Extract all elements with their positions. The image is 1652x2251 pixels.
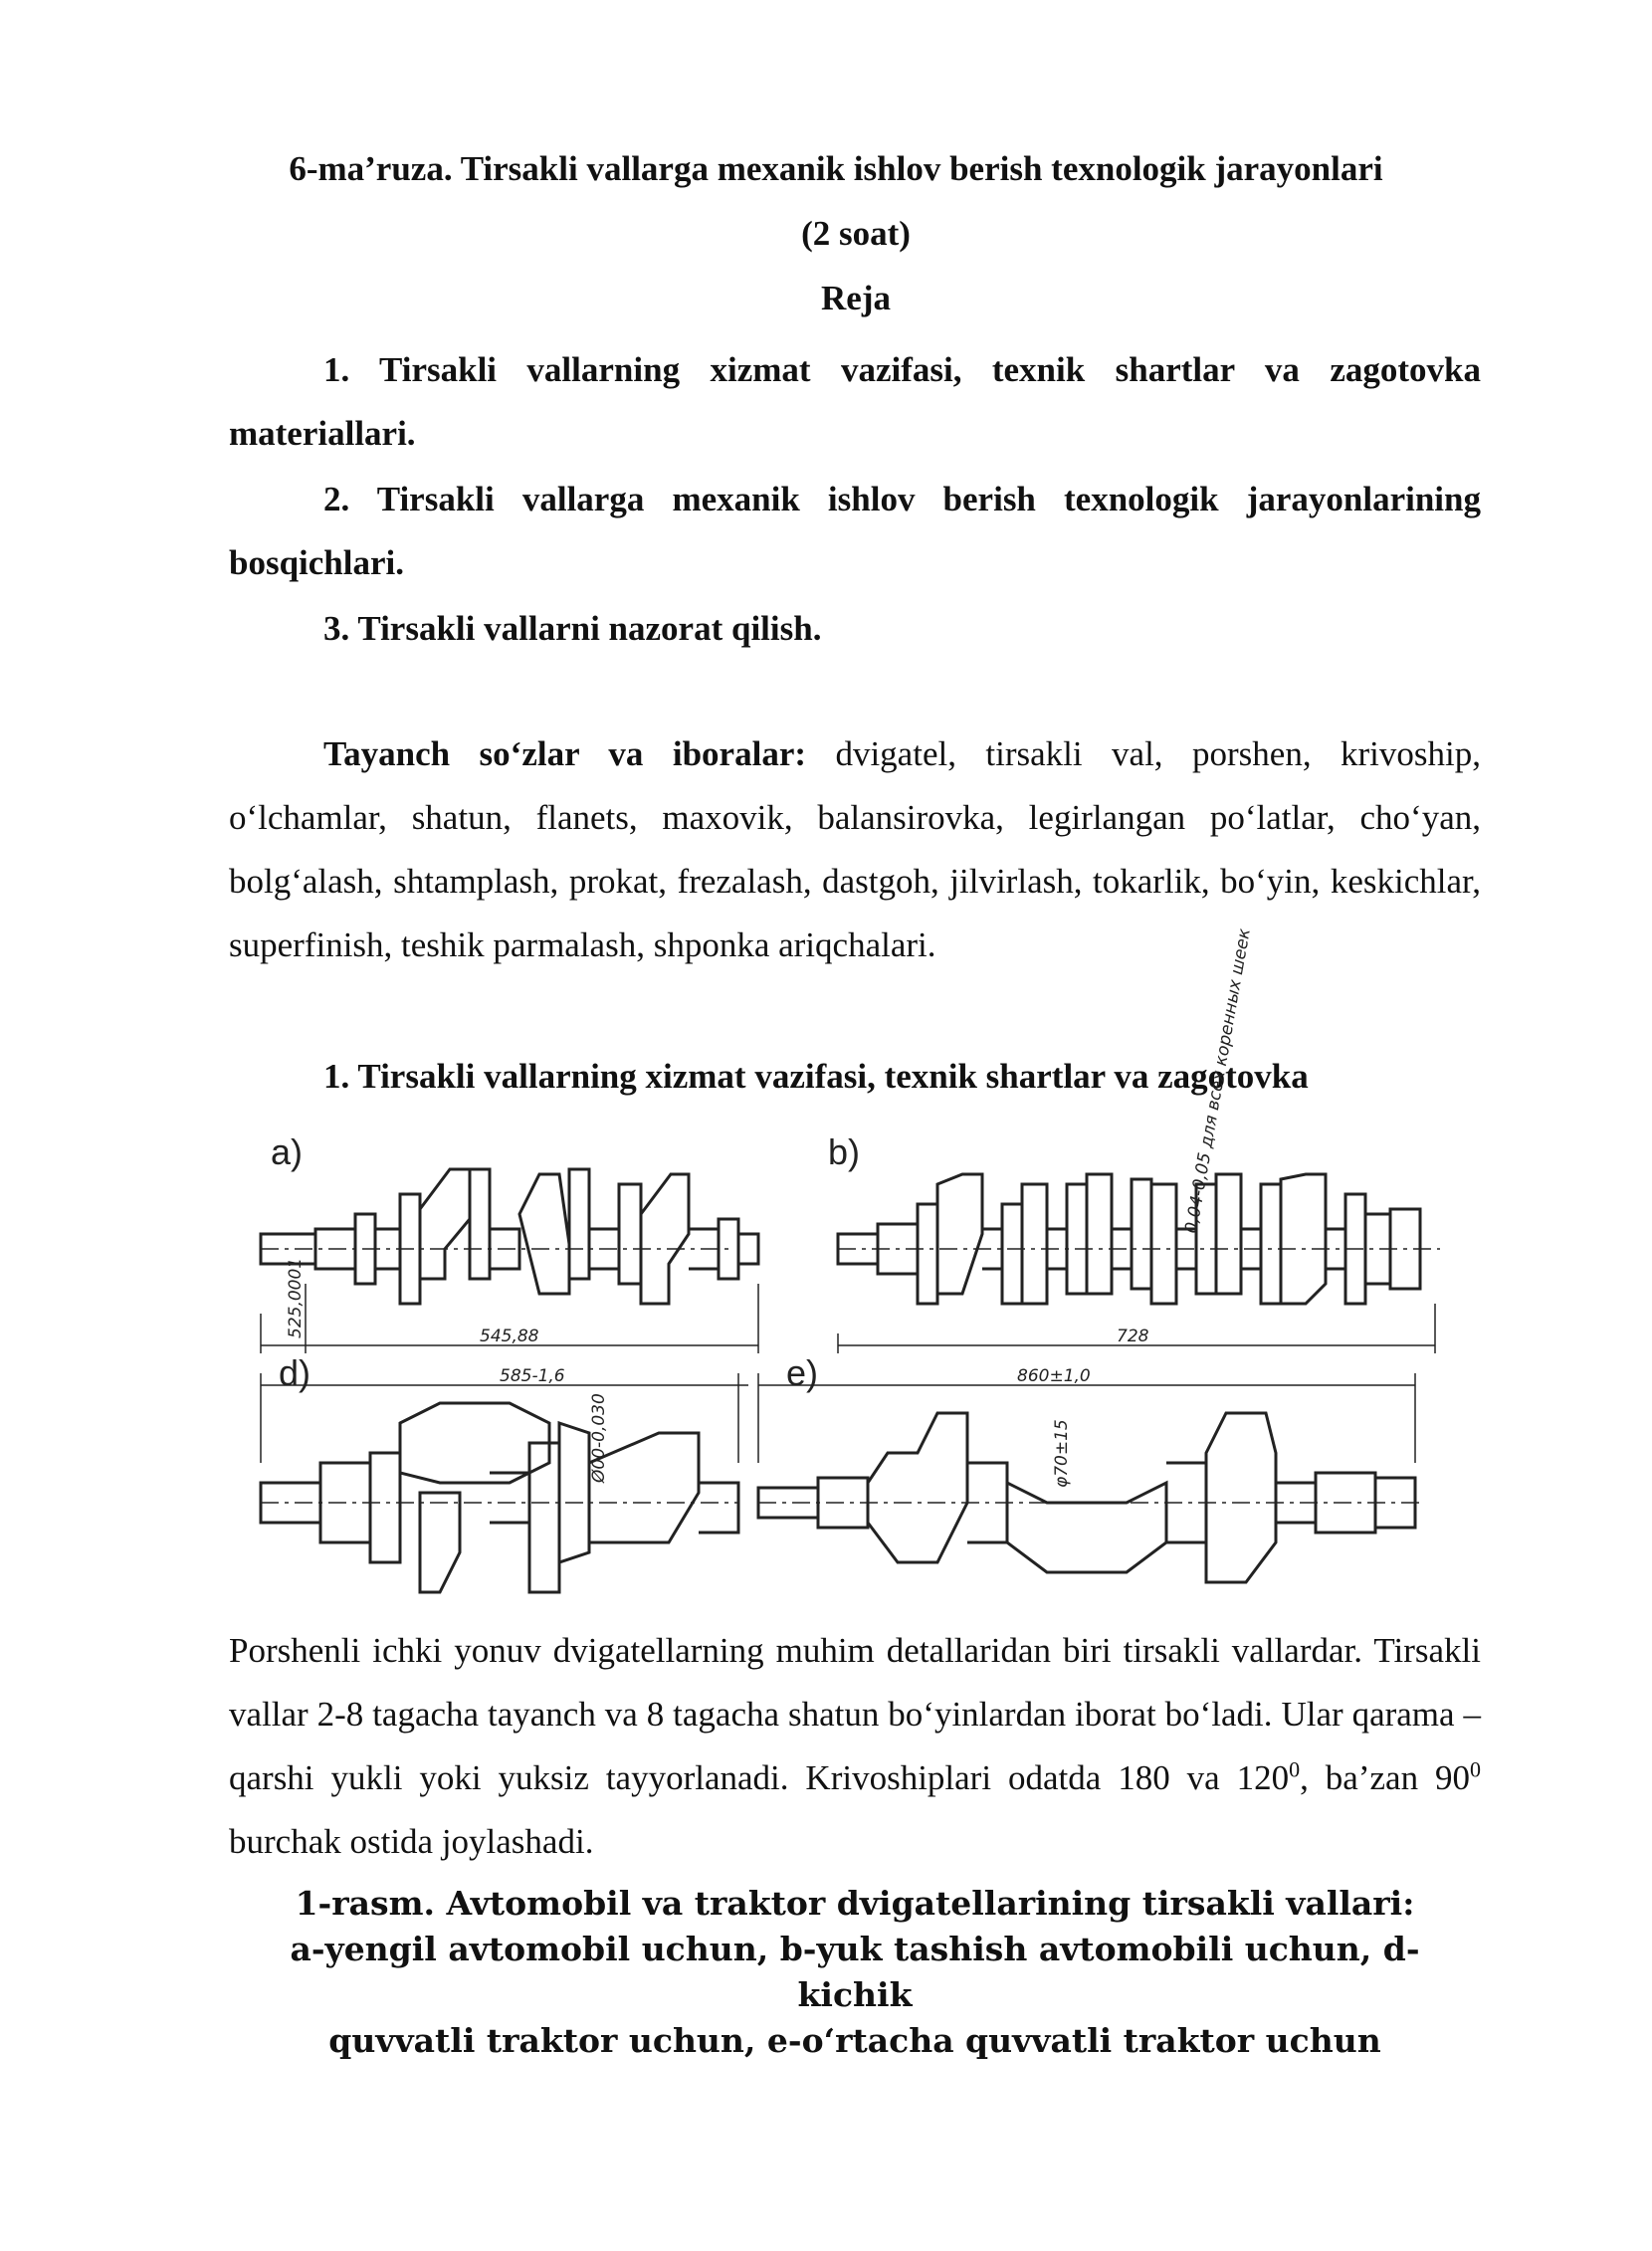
crankshaft-d-drawing bbox=[261, 1373, 748, 1592]
plan-item-1: 1. Tirsakli vallarning xizmat vazifasi, texnik shartlar va zagotovka materiallari. bbox=[229, 350, 1481, 453]
dim-a-height: 525,0001 bbox=[286, 1257, 306, 1338]
plan-item-3: 3. Tirsakli vallarni nazorat qilish. bbox=[323, 609, 822, 648]
label-e: e) bbox=[786, 1352, 819, 1393]
lecture-hours: (2 soat) bbox=[801, 214, 911, 253]
keywords-label: Tayanch so‘zlar va iboralar: bbox=[323, 734, 807, 773]
lecture-title: 6-ma’ruza. Tirsakli vallarga mexanik ishlov berish texnologik jarayonlari bbox=[289, 149, 1383, 188]
body-text-2: , ba’zan 90 bbox=[1300, 1758, 1470, 1797]
label-b: b) bbox=[828, 1131, 861, 1172]
degree-sup-1: 0 bbox=[1289, 1756, 1301, 1782]
keywords-text: dvigatel, tirsakli val, porshen, krivoship, o‘lchamlar, shatun, flanets, maxovik, balansirovka, legirlangan po‘latlar, cho‘yan, bolg‘alash, shtamplash, prokat, frezalash, dastgoh, jilvirlash, tokarlik, bo‘yin, keskichlar, superfinish, teshik parmalash, shponka ariqchalari. bbox=[229, 734, 1481, 964]
body-text-3: burchak ostida joylashadi. bbox=[229, 1822, 594, 1861]
body-text-1: Porshenli ichki yonuv dvigatellarning muhim detallaridan biri tirsakli vallardar. Tirsakli vallar 2-8 tagacha tayanch va 8 tagacha shatun bo‘yinlardan iborat bo‘ladi. Ular qarama –qarshi yukli yoki yuksiz tayyorlanadi. Krivoshiplari odatda 180 va 120 bbox=[229, 1631, 1481, 1797]
dim-b-length: 728 bbox=[1117, 1327, 1149, 1346]
plan-item-2: 2. Tirsakli vallarga mexanik ishlov berish texnologik jarayonlarining bosqichlari. bbox=[229, 480, 1481, 582]
degree-sup-2: 0 bbox=[1470, 1756, 1481, 1782]
plan-heading: Reja bbox=[821, 279, 891, 317]
dim-d-length: 585-1,6 bbox=[500, 1366, 565, 1386]
keywords-paragraph bbox=[229, 722, 1481, 977]
dim-e-length: 860±1,0 bbox=[1017, 1366, 1091, 1386]
crankshaft-e-drawing bbox=[758, 1373, 1425, 1582]
dim-a-length: 545,88 bbox=[480, 1327, 539, 1346]
figure-caption bbox=[249, 1881, 1461, 2064]
caption-line-2: a-yengil avtomobil uchun, b-yuk tashish avtomobili uchun, d-kichik bbox=[290, 1930, 1420, 2014]
dim-b-note: 0,04-0,05 для всех коренных шеек bbox=[1181, 926, 1255, 1235]
caption-line-1: 1-rasm. Avtomobil va traktor dvigatellarining tirsakli vallari: bbox=[295, 1884, 1415, 1923]
label-d: d) bbox=[279, 1352, 311, 1393]
label-a: a) bbox=[271, 1131, 304, 1172]
dim-d-diameter: Ø00-0,030 bbox=[589, 1393, 609, 1483]
dim-e-diameter: φ70±15 bbox=[1052, 1419, 1072, 1488]
caption-line-3: quvvatli traktor uchun, e-o‘rtacha quvvatli traktor uchun bbox=[328, 2021, 1381, 2060]
body-paragraph bbox=[229, 1619, 1481, 1874]
section-1-heading: 1. Tirsakli vallarning xizmat vazifasi, texnik shartlar va zagotovka bbox=[323, 1057, 1309, 1096]
